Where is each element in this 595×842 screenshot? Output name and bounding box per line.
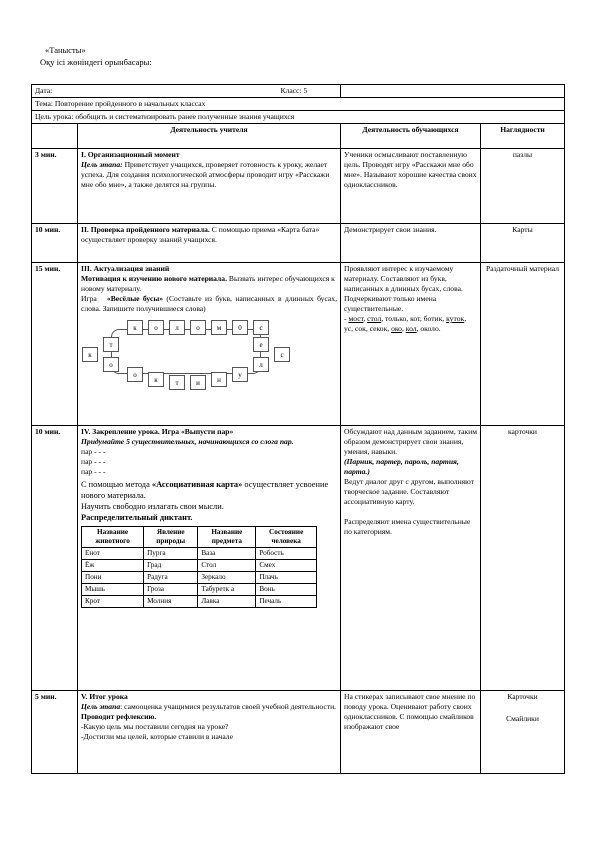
goal-row	[32, 111, 565, 124]
stage-4-time: 10 мин.	[32, 426, 78, 691]
stage-3-visual: Раздаточный материал	[481, 263, 565, 426]
stage-3-game-name: «Весёлые бусы»	[106, 294, 164, 304]
dictation-header: Название животного	[82, 526, 144, 547]
col-teacher: Деятельность учителя	[78, 124, 341, 149]
bead: о	[127, 367, 143, 382]
stage-4-method-bold: «Ассоциативная карта»	[151, 480, 243, 490]
stage-5-row	[32, 691, 565, 774]
stage-5-question-1: -Какую цель мы поставили сегодня на уроке?	[81, 722, 229, 732]
dictation-header-row	[82, 526, 317, 547]
dictation-table	[81, 526, 317, 608]
bead: н	[211, 372, 227, 387]
stage-3-students-p1: Проявляют интерес к изучаемому материалу. Составляют из букв, написанных в длинных бусах, слова.	[344, 264, 463, 294]
stage-5-goal-text: : самооценка учащимися результатов своей учебной деятельности.	[120, 702, 337, 712]
stage-2-visual: Карты	[481, 224, 565, 263]
bead: у	[232, 367, 248, 382]
dictation-header: Название предмета	[198, 526, 256, 547]
bead: к	[127, 320, 143, 335]
stage-1-title: I. Организационный момент	[81, 150, 180, 160]
stage-3-motivation-text: Вызвать интерес обучающихся к новому материалу.	[81, 274, 335, 294]
stage-3-game-text: (Составьте из букв, написанных в длинных бусах, слова. Запишите получившиеся слова)	[81, 294, 337, 314]
dictation-row: Енот Пурга Ваза Робость	[82, 547, 317, 559]
approval-line-1: «Танысты»	[45, 45, 86, 55]
date-row	[32, 85, 565, 98]
stage-4-visual: карточки	[481, 426, 565, 691]
bead: с	[253, 320, 269, 335]
bead: о	[190, 320, 206, 335]
dictation-row: Мышь Гроза Табуретк а Вонь	[82, 583, 317, 595]
stage-4-task: Придумайте 5 существительных, начинающихся со слога пар.	[81, 437, 294, 447]
bead: т	[169, 375, 185, 390]
bead: е	[253, 337, 269, 352]
stage-4-row	[32, 426, 565, 691]
stage-1-row	[32, 149, 565, 224]
lesson-plan-table	[31, 84, 565, 774]
stage-5-students: На стикерах записывают свое мнение по поводу урока. Оценивают работу своих одноклассников. С помощью смайликов изображают свое	[341, 691, 481, 774]
stage-3-time: 15 мин.	[32, 263, 78, 426]
par-line: пар - - -	[81, 457, 106, 467]
stage-4-dictation: Распределительный диктант.	[81, 513, 193, 523]
stage-3-game-label: Игра	[81, 294, 97, 304]
stage-3-title: III. Актуализация знаний	[81, 264, 170, 274]
date-label: Дата:	[35, 86, 53, 95]
stage-1-students: Ученики осмысливают поставленную цель. Проводят игру «Расскажи мне обо мне». Называют хорошие качества своих одноклассников.	[341, 149, 481, 224]
beads-puzzle	[81, 320, 337, 390]
lesson-goal: Цель урока: обобщить и систематизировать ранее полученные знания учащихся	[32, 111, 565, 124]
stage-5-goal-label: Цель этапа	[81, 702, 121, 712]
bead: с	[274, 347, 290, 362]
column-header-row	[32, 124, 565, 149]
dictation-row: Ёж Град Стол Смех	[82, 559, 317, 571]
bead: л	[253, 357, 269, 372]
stage-1-time: 3 мин.	[32, 149, 78, 224]
stage-4-students-examples: (Парник, партер, пароль, партия, парта.)	[344, 457, 459, 477]
stage-4-students-p2: Ведут диалог друг с другом, выполняют творческое задание. Составляют ассоциативную карту.	[344, 477, 475, 507]
bead: 0	[232, 320, 248, 335]
bead: и	[190, 375, 206, 390]
col-visual: Наглядности	[481, 124, 565, 149]
class-label: Класс: 5	[280, 86, 308, 95]
stage-5-question-2: -Достигли мы целей, которые ставили в начале	[81, 732, 233, 742]
dictation-header: Явление природы	[144, 526, 198, 547]
stage-3-words: - мост, стол, только, кот, ботик, куток, ус, сок, секок, око, кол, около.	[344, 314, 467, 334]
stage-4-students-p3: Распределяют имена существительные по категориям.	[344, 517, 471, 537]
stage-3-students-p2: Подчеркивают только имена существительные.	[344, 294, 437, 314]
stage-2-row	[32, 224, 565, 263]
stage-5-title: V. Итог урока	[81, 692, 128, 702]
stage-5-visual-1: Карточки	[507, 692, 538, 702]
stage-2-text: С помощью приема «Карта бата» осуществляет проверку знаний учащихся.	[81, 225, 320, 245]
stage-4-students-p1: Обсуждают над данным заданием, таким образом демонстрирует свои знания, умения, навыки.	[344, 427, 477, 457]
stage-1-visual: пазлы	[481, 149, 565, 224]
stage-1-goal-label: Цель этапа:	[81, 160, 123, 170]
dictation-header: Состояние человека	[256, 526, 317, 547]
stage-1-goal-text: Приветствует учащихся, проверяет готовность к уроку, желает успеха. Для создания психологической атмосферы проводит игру «Расскажи мне обо мне», а также делятся на группы.	[81, 160, 330, 190]
stage-3-motivation-bold: Мотивация к изучению нового материала.	[81, 274, 227, 284]
stage-5-visual-2: Смайлики	[506, 714, 539, 724]
stage-4-free-text: Научить свободно излагать свои мысли.	[81, 502, 224, 512]
stage-4-title: IV. Закрепление урока. Игра «Выпусти пар»	[81, 427, 234, 437]
par-line: пар - - -	[81, 467, 106, 477]
stage-3-row	[32, 263, 565, 426]
bead: о	[148, 320, 164, 335]
approval-line-2: Оқу ісі жөніндегі орынбасары:	[40, 57, 152, 67]
stage-2-time: 10 мин.	[32, 224, 78, 263]
col-students: Деятельность обучающихся	[341, 124, 481, 149]
bead: м	[211, 320, 227, 335]
bead: л	[169, 320, 185, 335]
stage-2-students: Демонстрирует свои знания.	[341, 224, 481, 263]
dictation-row: Пони Радуга Зеркало Плачь	[82, 571, 317, 583]
bead: т	[103, 337, 119, 352]
dictation-row: Крот Молния Лавка Печаль	[82, 595, 317, 607]
stage-5-reflection: Проводит рефлексию.	[81, 712, 157, 722]
bead: к	[82, 347, 98, 362]
stage-4-method-text1: С помощью метода	[81, 480, 152, 490]
lesson-topic: Тема: Повторение пройденного в начальных классах	[32, 98, 565, 111]
topic-row	[32, 98, 565, 111]
bead: к	[148, 372, 164, 387]
stage-5-time: 5 мин.	[32, 691, 78, 774]
stage-4-method-text2: осуществляет усвоение нового материала.	[81, 480, 329, 501]
stage-2-title: II. Проверка пройденного материала.	[81, 225, 210, 235]
par-line: пар - - -	[81, 447, 106, 457]
bead: о	[103, 357, 119, 372]
